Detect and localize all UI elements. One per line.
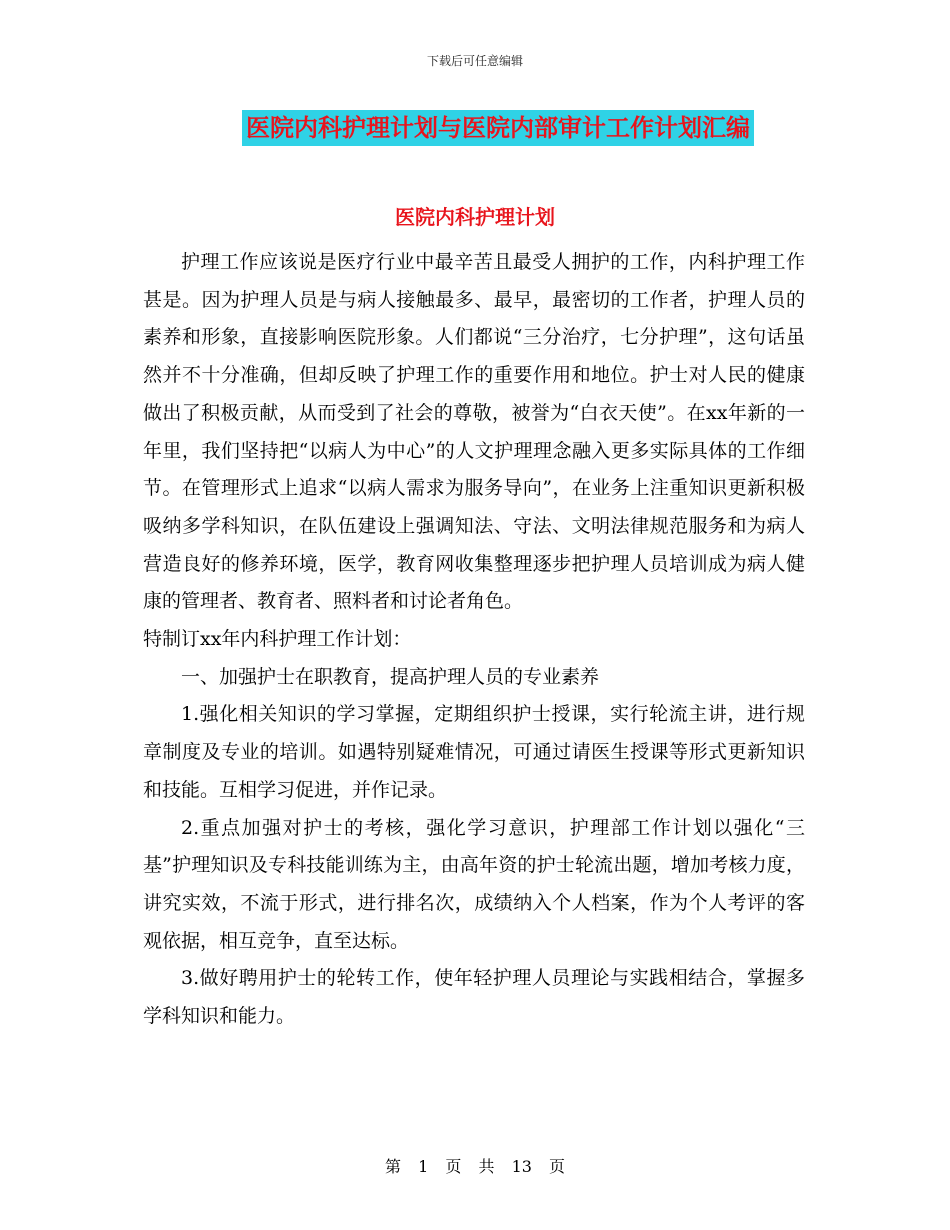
page-footer bbox=[0, 1154, 950, 1177]
paragraph-point-2: 2.重点加强对护士的考核，强化学习意识，护理部工作计划以强化“三基”护理知识及专科技能训练为主，由高年资的护士轮流出题，增加考核力度，讲究实效，不流于形式，进行排名次，成绩纳入个人档案，作为个人考评的客观依据，相互竞争，直至达标。 bbox=[143, 816, 805, 952]
footer-total-label: 页 bbox=[549, 1157, 566, 1176]
paragraph-intro: 护理工作应该说是医疗行业中最辛苦且最受人拥护的工作，内科护理工作甚是。因为护理人员是与病人接触最多、最早，最密切的工作者，护理人员的素养和形象，直接影响医院形象。人们都说“三分治疗，七分护理”，这句话虽然并不十分准确，但却反映了护理工作的重要作用和地位。护士对人民的健康做出了积极贡献，从而受到了社会的尊敬，被誉为“白衣天使”。在xx年新的一年里，我们坚持把“以病人为中心”的人文护理理念融入更多实际具体的工作细节。在管理形式上追求“以病人需求为服务导向”，在业务上注重知识更新积极吸纳多学科知识，在队伍建设上强调知法、守法、文明法律规范服务和为病人营造良好的修养环境，医学，教育网收集整理逐步把护理人员培训成为病人健康的管理者、教育者、照料者和讨论者角色。 bbox=[143, 251, 805, 613]
paragraph-point-3: 3.做好聘用护士的轮转工作，使年轻护理人员理论与实践相结合，掌握多学科知识和能力。 bbox=[143, 967, 805, 1028]
footer-page-number: 1 bbox=[418, 1157, 429, 1176]
section-title: 医院内科护理计划 bbox=[395, 205, 555, 229]
footer-page-label: 页 bbox=[445, 1157, 462, 1176]
document-body bbox=[143, 244, 805, 1036]
paragraph-plan-statement: 特制订xx年内科护理工作计划： bbox=[143, 628, 412, 651]
document-title: 医院内科护理计划与医院内部审计工作计划汇编 bbox=[242, 110, 754, 146]
heading-item-1: 一、加强护士在职教育，提高护理人员的专业素养 bbox=[181, 665, 600, 688]
footer-total-pages: 13 bbox=[511, 1157, 532, 1176]
footer-total-prefix: 共 bbox=[478, 1157, 495, 1176]
header-note: 下载后可任意编辑 bbox=[426, 54, 523, 68]
footer-page-prefix: 第 bbox=[384, 1157, 401, 1176]
paragraph-point-1: 1.强化相关知识的学习掌握，定期组织护士授课，实行轮流主讲，进行规章制度及专业的培训。如遇特别疑难情况，可通过请医生授课等形式更新知识和技能。互相学习促进，并作记录。 bbox=[143, 703, 805, 801]
document-title-container bbox=[0, 110, 950, 146]
